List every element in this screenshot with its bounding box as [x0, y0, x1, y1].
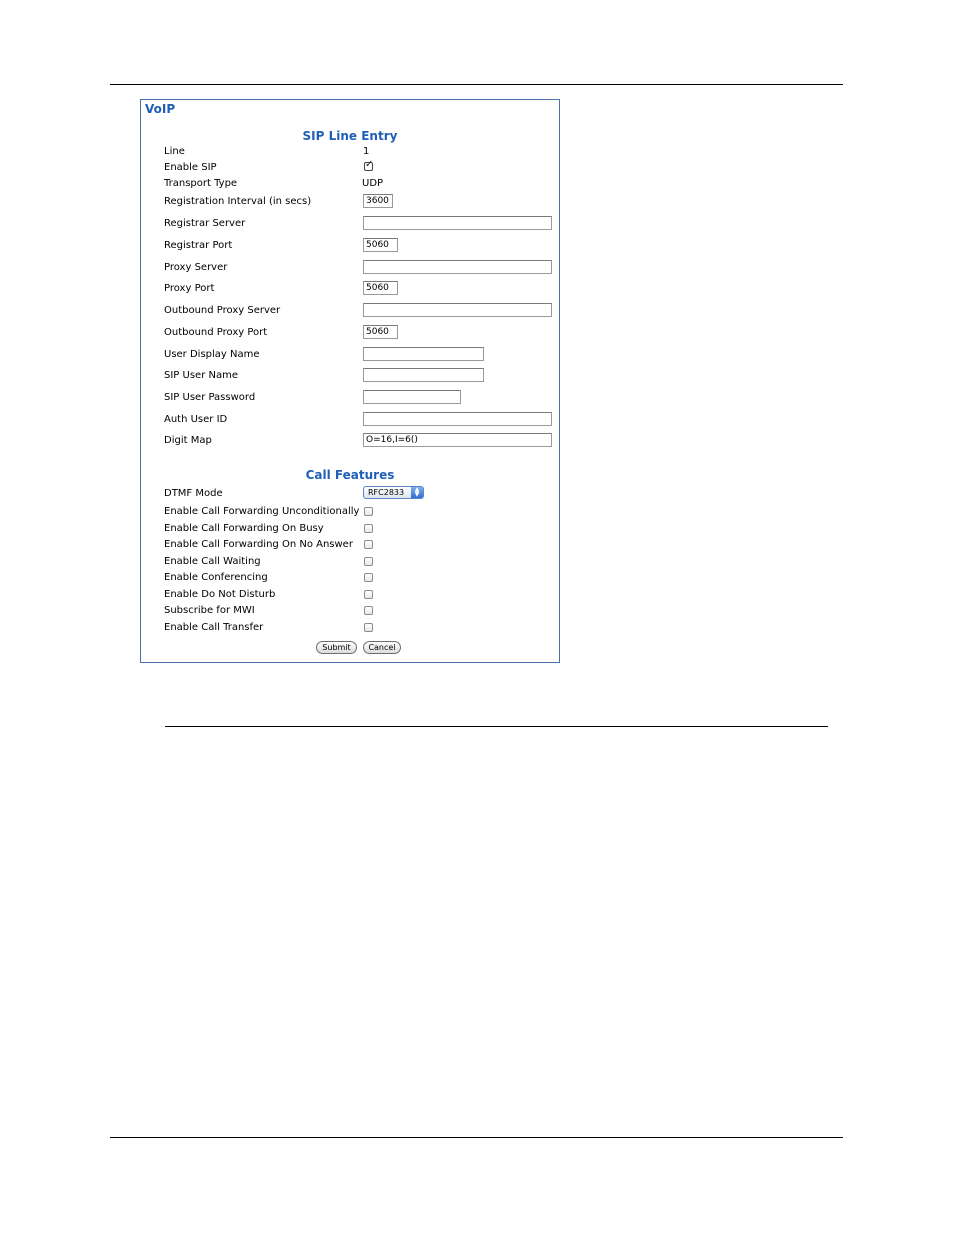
sip-line-entry-heading: SIP Line Entry: [302, 129, 398, 143]
enable-sip-checkbox[interactable]: [364, 159, 374, 171]
digit-map-input[interactable]: [363, 433, 552, 447]
user-display-name-label: User Display Name: [164, 349, 260, 360]
registration-interval-label: Registration Interval (in secs): [164, 196, 312, 207]
do-not-disturb-checkbox[interactable]: [364, 590, 373, 599]
dtmf-mode-value: RFC2833: [368, 488, 405, 497]
call-transfer-checkbox[interactable]: [364, 623, 373, 632]
call-transfer-label: Enable Call Transfer: [164, 622, 264, 633]
registrar-server-label: Registrar Server: [164, 218, 246, 229]
proxy-port-label: Proxy Port: [164, 283, 215, 294]
cancel-button[interactable]: Cancel: [363, 641, 401, 654]
fwd-unconditional-label: Enable Call Forwarding Unconditionally: [164, 506, 360, 517]
auth-user-id-label: Auth User ID: [164, 414, 228, 425]
user-display-name-input[interactable]: [363, 347, 484, 361]
sip-user-name-label: SIP User Name: [164, 370, 238, 381]
fwd-no-answer-checkbox[interactable]: [364, 540, 373, 549]
sip-user-password-label: SIP User Password: [164, 392, 256, 403]
proxy-server-input[interactable]: [363, 260, 552, 274]
fwd-unconditional-checkbox[interactable]: [364, 507, 373, 516]
auth-user-id-input[interactable]: [363, 412, 552, 426]
call-waiting-checkbox[interactable]: [364, 557, 373, 566]
voip-panel: [140, 99, 560, 663]
subscribe-mwi-checkbox[interactable]: [364, 606, 373, 615]
dtmf-mode-select[interactable]: [363, 486, 424, 499]
checkmark-icon: ✓: [365, 159, 374, 170]
outbound-proxy-server-label: Outbound Proxy Server: [164, 305, 281, 316]
proxy-server-label: Proxy Server: [164, 262, 228, 273]
caption-rule: [165, 726, 828, 727]
submit-button[interactable]: Submit: [316, 641, 357, 654]
panel-title: VoIP: [145, 102, 176, 116]
registrar-port-label: Registrar Port: [164, 240, 233, 251]
page-footer-rule: [110, 1137, 843, 1138]
line-value: 1: [363, 146, 370, 157]
registrar-port-input[interactable]: [363, 238, 398, 252]
digit-map-label: Digit Map: [164, 435, 212, 446]
enable-sip-label: Enable SIP: [164, 162, 217, 173]
select-arrows-icon: ▲ ▼: [411, 487, 423, 498]
proxy-port-input[interactable]: [363, 281, 398, 295]
fwd-no-answer-label: Enable Call Forwarding On No Answer: [164, 539, 353, 550]
transport-type-value: UDP: [362, 178, 384, 189]
fwd-busy-checkbox[interactable]: [364, 524, 373, 533]
conferencing-label: Enable Conferencing: [164, 572, 268, 583]
dtmf-mode-label: DTMF Mode: [164, 488, 223, 499]
conferencing-checkbox[interactable]: [364, 573, 373, 582]
outbound-proxy-server-input[interactable]: [363, 303, 552, 317]
line-label: Line: [164, 146, 185, 157]
call-waiting-label: Enable Call Waiting: [164, 556, 261, 567]
transport-type-label: Transport Type: [164, 178, 238, 189]
sip-user-password-input[interactable]: [363, 390, 461, 404]
page-header-rule: [110, 84, 843, 85]
call-features-heading: Call Features: [305, 468, 395, 482]
outbound-proxy-port-input[interactable]: [363, 325, 398, 339]
subscribe-mwi-label: Subscribe for MWI: [164, 605, 255, 616]
fwd-busy-label: Enable Call Forwarding On Busy: [164, 523, 324, 534]
registration-interval-input[interactable]: [363, 194, 393, 208]
sip-user-name-input[interactable]: [363, 368, 484, 382]
do-not-disturb-label: Enable Do Not Disturb: [164, 589, 276, 600]
registrar-server-input[interactable]: [363, 216, 552, 230]
outbound-proxy-port-label: Outbound Proxy Port: [164, 327, 268, 338]
